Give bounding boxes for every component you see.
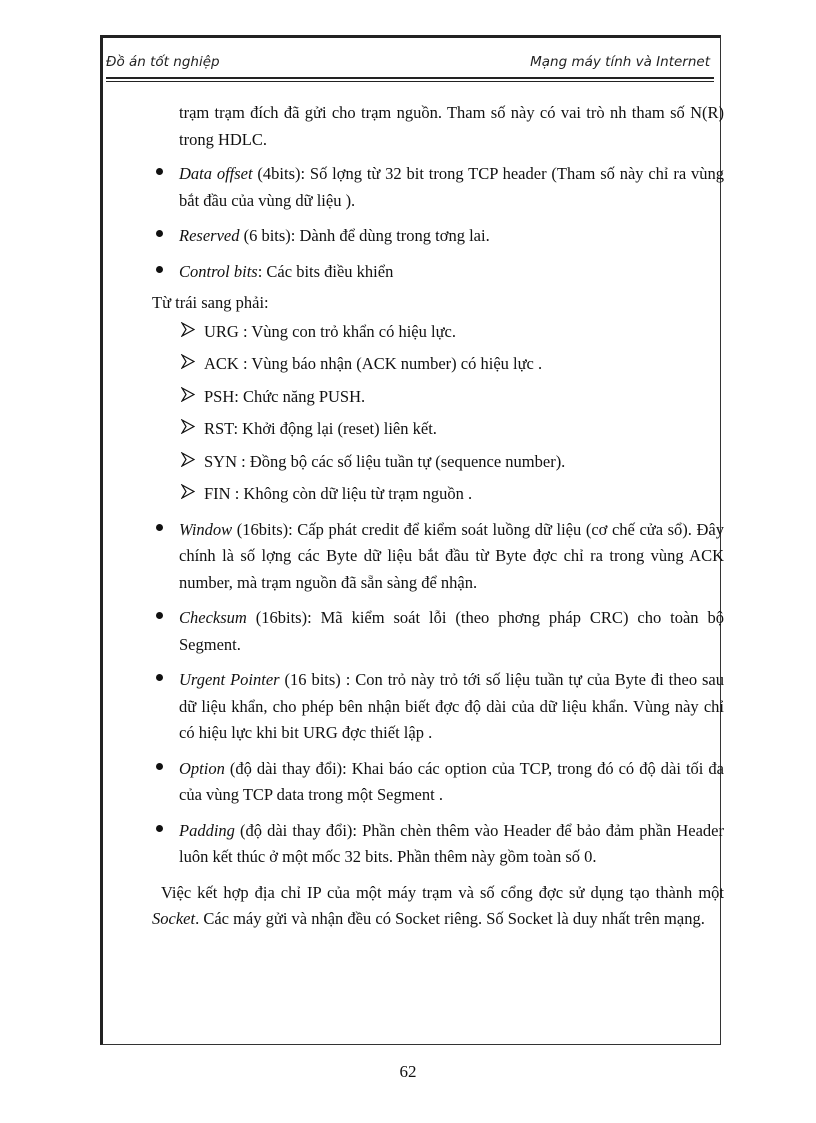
bullet-text: (16bits): Cấp phát credit để kiểm soát luồng dữ liệu (cơ chế cửa sổ). Đây chính là số lợng các Byte dữ liệu bắt đầu từ Byte đợc chỉ ra trong vùng ACK number, mà trạm nguồn đã sẵn sàng để nhận. bbox=[179, 519, 724, 592]
sub-item-text: URG : Vùng con trỏ khẩn có hiệu lực. bbox=[204, 321, 456, 341]
bullet-option bbox=[152, 756, 724, 809]
sub-item-text: PSH: Chức năng PUSH. bbox=[204, 386, 366, 406]
term: Option bbox=[179, 758, 225, 778]
bullet-text: (16 bits) : Con trỏ này trỏ tới số liệu tuần tự của Byte đi theo sau dữ liệu khẩn, cho phép bên nhận biết đợc độ dài của dữ liệu khẩn. Vùng này chỉ có hiệu lực khi bit URG đợc thiết lập . bbox=[179, 670, 724, 742]
bullet-icon bbox=[156, 612, 163, 619]
bullet-text: : Các bits điều khiển bbox=[257, 261, 394, 281]
bullet-control-bits bbox=[152, 259, 724, 286]
header-right: Mạng máy tính và Internet bbox=[530, 54, 710, 70]
sub-item-text: FIN : Không còn dữ liệu từ trạm nguồn . bbox=[204, 484, 473, 503]
sub-item-fin bbox=[152, 481, 724, 508]
sub-item-text: ACK : Vùng báo nhận (ACK number) có hiệu lực . bbox=[204, 354, 543, 373]
paragraph-text: Việc kết hợp địa chỉ IP của một máy trạm và số cổng đợc sử dụng tạo thành một bbox=[161, 882, 724, 902]
term: Urgent Pointer bbox=[179, 670, 280, 689]
bullet-data-offset bbox=[152, 161, 724, 214]
bullet-icon bbox=[156, 825, 163, 832]
socket-paragraph bbox=[152, 880, 724, 933]
continued-text: trạm trạm đích đã gửi cho trạm nguồn. Tham số này có vai trò nh tham số N(R) trong HDLC. bbox=[179, 103, 724, 149]
arrowhead-icon bbox=[181, 419, 195, 434]
bullet-urgent-pointer bbox=[152, 667, 724, 747]
bullet-icon bbox=[156, 524, 163, 531]
term: Window bbox=[179, 519, 233, 539]
bullet-icon bbox=[156, 266, 163, 273]
arrowhead-icon bbox=[181, 354, 195, 369]
term: Padding bbox=[179, 820, 235, 840]
term: Socket bbox=[152, 909, 196, 928]
arrowhead-icon bbox=[181, 387, 195, 402]
term: Checksum bbox=[179, 608, 247, 627]
bullet-checksum bbox=[152, 605, 724, 658]
sub-item-rst bbox=[152, 416, 724, 443]
page-number: 62 bbox=[399, 1062, 417, 1081]
arrowhead-icon bbox=[181, 452, 195, 467]
header-rule bbox=[106, 77, 714, 82]
bullet-icon bbox=[156, 230, 163, 237]
bullet-icon bbox=[156, 168, 163, 175]
page-header bbox=[106, 52, 712, 74]
arrowhead-icon bbox=[181, 484, 195, 499]
bullet-reserved bbox=[152, 223, 724, 250]
bullet-text: (16bits): Mã kiểm soát lỗi (theo phơng pháp CRC) cho toàn bộ Segment. bbox=[179, 608, 724, 654]
bullet-text: (độ dài thay đổi): Khai báo các option của TCP, trong đó có độ dài tối đa của vùng TCP data trong một Segment . bbox=[179, 758, 724, 804]
bullet-text: (6 bits): Dành để dùng trong tơng lai. bbox=[239, 226, 490, 245]
paragraph-text: . Các máy gửi và nhận đều có Socket riêng. Số Socket là duy nhất trên mạng. bbox=[195, 909, 705, 928]
sub-item-text: RST: Khởi động lại (reset) liên kết. bbox=[204, 419, 437, 438]
bullet-text: (độ dài thay đổi): Phần chèn thêm vào Header để bảo đảm phần Header luôn kết thúc ở một mốc 32 bits. Phần thêm này gồm toàn số 0. bbox=[179, 820, 724, 866]
term: Control bits bbox=[179, 261, 258, 281]
bullet-icon bbox=[156, 674, 163, 681]
bullet-padding bbox=[152, 818, 724, 871]
sub-item-syn bbox=[152, 449, 724, 476]
term: Reserved bbox=[179, 226, 240, 245]
bullet-window bbox=[152, 517, 724, 597]
sub-item-text: SYN : Đồng bộ các số liệu tuần tự (sequence number). bbox=[204, 451, 566, 471]
term: Data offset bbox=[179, 164, 253, 183]
page-content bbox=[152, 100, 724, 933]
left-to-right-label: Từ trái sang phải: bbox=[152, 293, 269, 312]
sub-item-urg bbox=[152, 319, 724, 346]
bullet-text: (4bits): Số lợng từ 32 bit trong TCP header (Tham số này chỉ ra vùng bắt đầu của vùng dữ liệu ). bbox=[179, 164, 725, 210]
arrowhead-icon bbox=[181, 322, 195, 337]
sub-item-ack bbox=[152, 351, 724, 378]
sub-item-psh bbox=[152, 384, 724, 411]
bullet-icon bbox=[156, 763, 163, 770]
header-left: Đồ án tốt nghiệp bbox=[106, 54, 220, 70]
